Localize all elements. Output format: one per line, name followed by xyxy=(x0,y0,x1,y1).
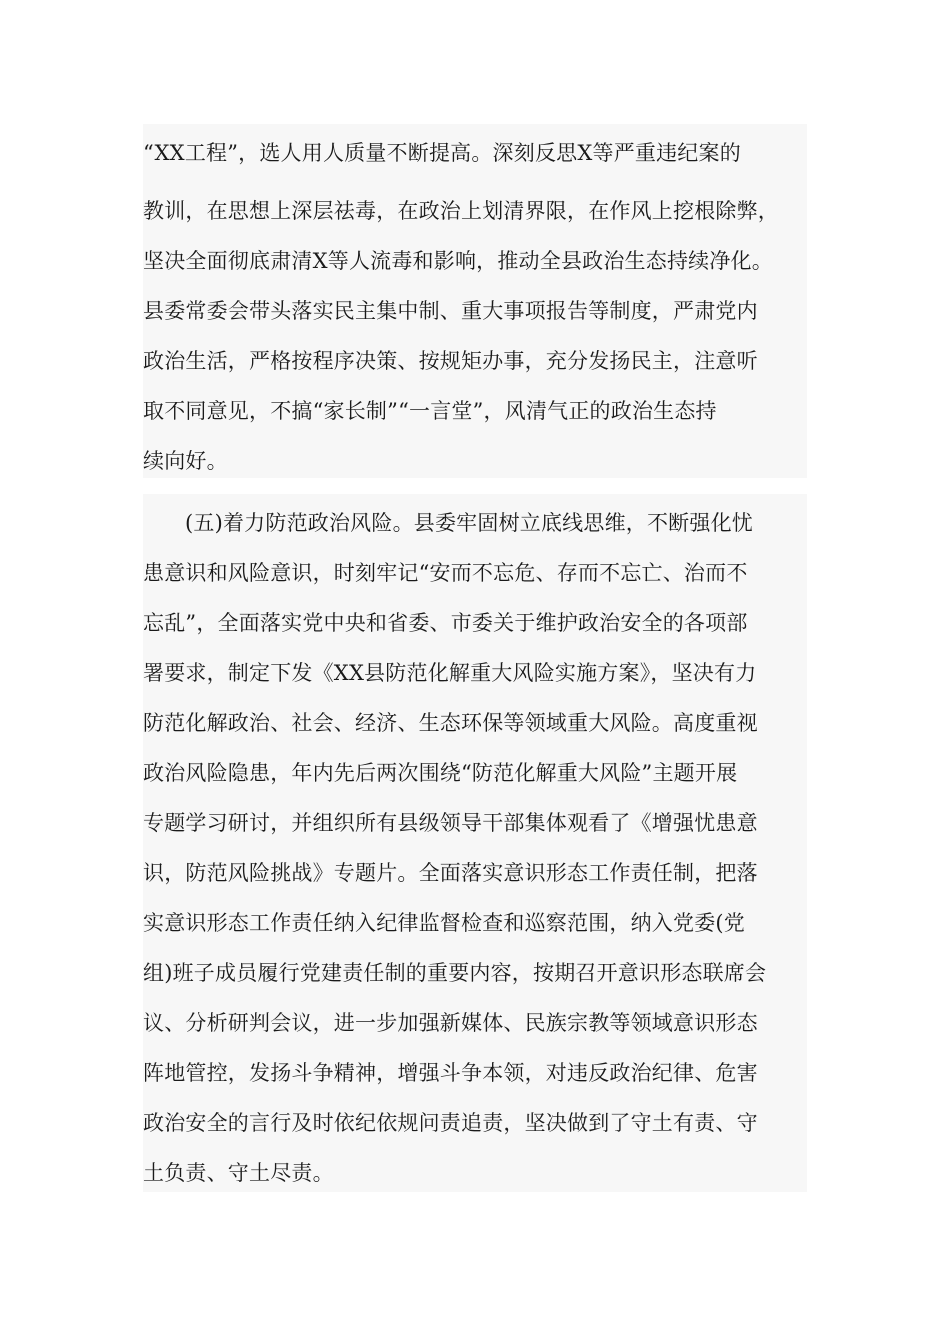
text-line: 坚决全面彻底肃清X等人流毒和影响，推动全县政治生态持续净化。 xyxy=(143,249,773,273)
text-line: 议、分析研判会议，进一步加强新媒体、民族宗教等领域意识形态 xyxy=(143,1011,758,1035)
text-line: 政治生活，严格按程序决策、按规矩办事，充分发扬民主，注意听 xyxy=(143,349,758,373)
paragraph-political-ecology xyxy=(143,124,807,478)
text-line: 县委常委会带头落实民主集中制、重大事项报告等制度，严肃党内 xyxy=(143,299,758,323)
text-line: 实意识形态工作责任纳入纪律监督检查和巡察范围，纳入党委(党 xyxy=(143,911,745,935)
text-line: 患意识和风险意识，时刻牢记“安而不忘危、存而不忘亡、治而不 xyxy=(143,561,748,585)
text-line: 专题学习研讨，并组织所有县级领导干部集体观看了《增强忧患意 xyxy=(143,811,758,835)
text-line: 组)班子成员履行党建责任制的重要内容，按期召开意识形态联席会 xyxy=(143,961,767,985)
text-line: 政治安全的言行及时依纪依规问责追责，坚决做到了守土有责、守 xyxy=(143,1111,758,1135)
text-line: 政治风险隐患，年内先后两次围绕“防范化解重大风险”主题开展 xyxy=(143,761,738,785)
text-line: 续向好。 xyxy=(143,449,228,473)
paragraph-political-risk xyxy=(143,494,807,1192)
text-line: 署要求，制定下发《XX县防范化解重大风险实施方案》，坚决有力 xyxy=(143,661,757,685)
text-line: 识，防范风险挑战》专题片。全面落实意识形态工作责任制，把落 xyxy=(143,861,758,885)
text-line: 取不同意见，不搞“家长制”“一言堂”，风清气正的政治生态持 xyxy=(143,399,717,423)
section-heading-line: (五)着力防范政治风险。县委牢固树立底线思维，不断强化忧 xyxy=(185,511,753,535)
text-line: 阵地管控，发扬斗争精神，增强斗争本领，对违反政治纪律、危害 xyxy=(143,1061,758,1085)
text-line: 忘乱”，全面落实党中央和省委、市委关于维护政治安全的各项部 xyxy=(143,611,748,635)
text-line: “XX工程”，选人用人质量不断提高。深刻反思X等严重违纪案的 xyxy=(143,141,741,165)
text-line: 防范化解政治、社会、经济、生态环保等领域重大风险。高度重视 xyxy=(143,711,758,735)
text-line: 教训，在思想上深层祛毒，在政治上划清界限，在作风上挖根除弊， xyxy=(143,199,779,223)
text-line: 土负责、守土尽责。 xyxy=(143,1161,334,1185)
